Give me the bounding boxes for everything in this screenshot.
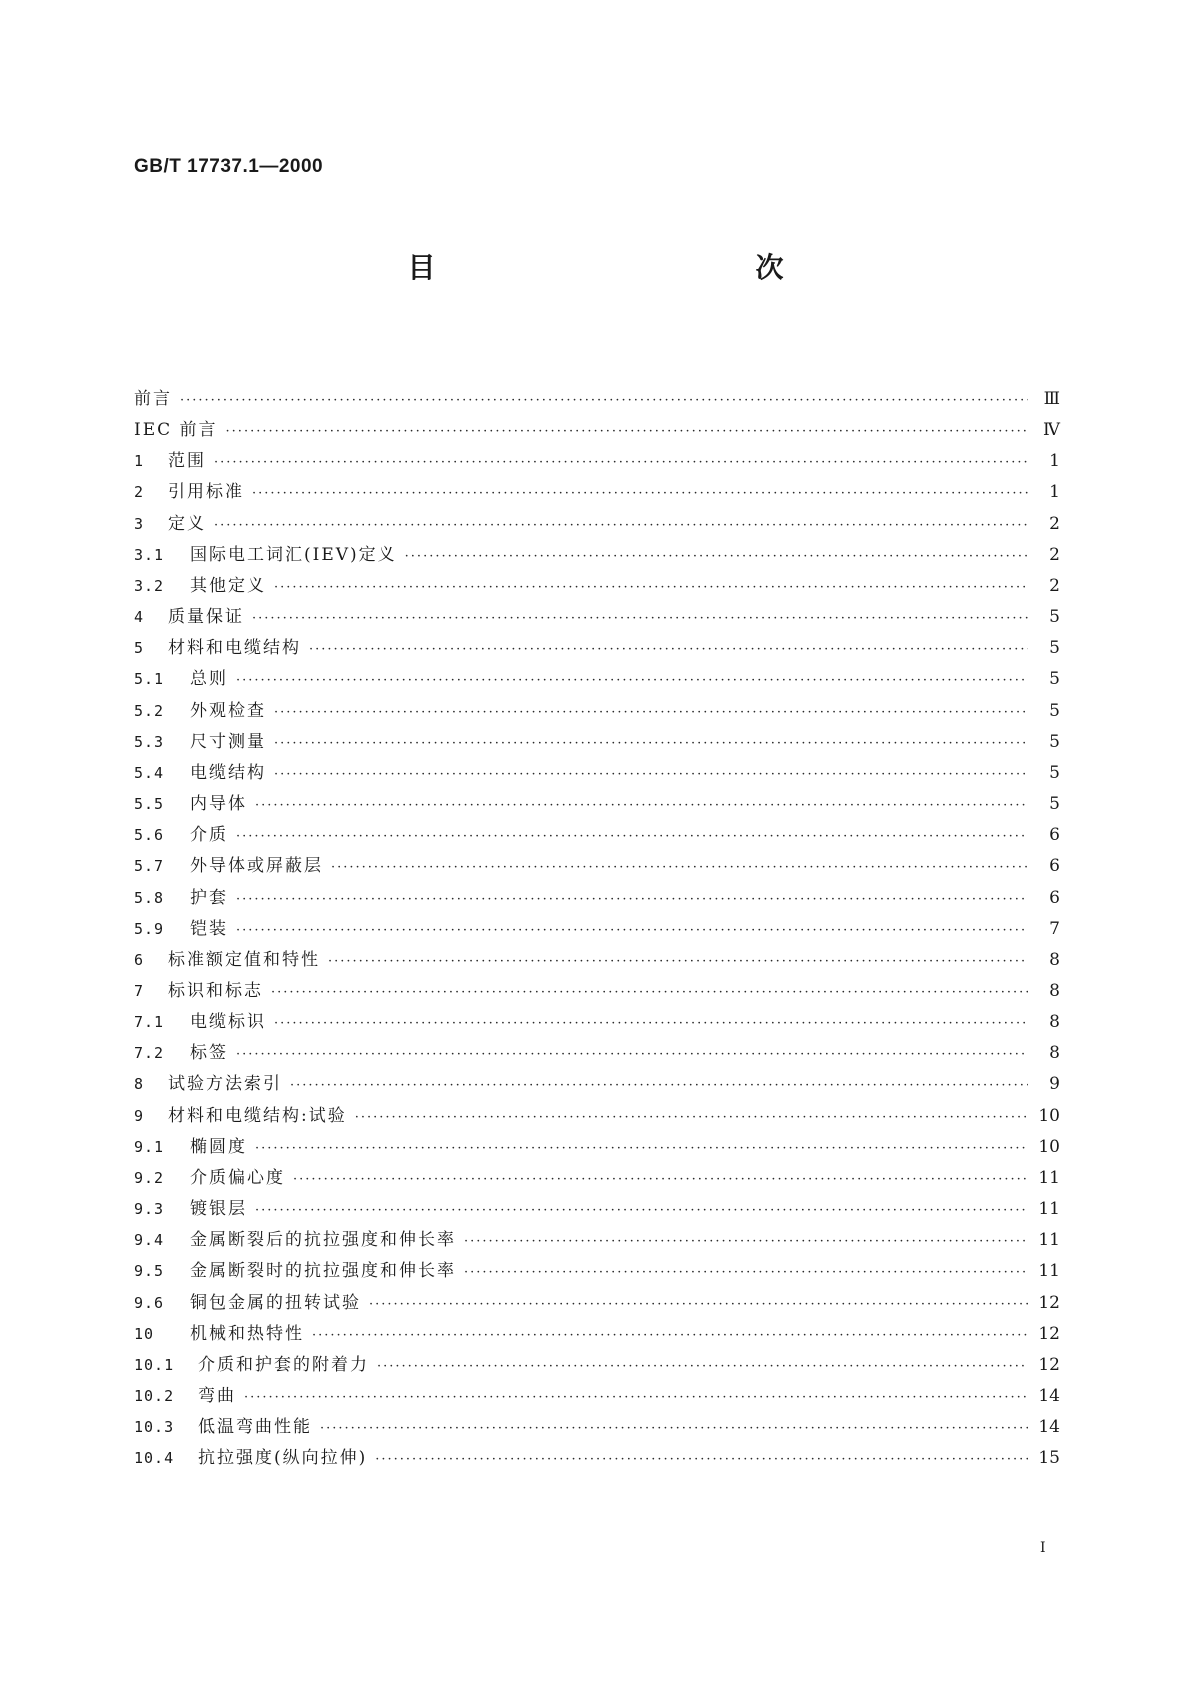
toc-entry[interactable] — [134, 633, 1060, 664]
toc-entry-title[interactable]: 护套 — [190, 887, 228, 908]
toc-entry-title[interactable]: 电缆标识 — [190, 1012, 266, 1033]
dot-leader — [377, 1351, 1028, 1382]
toc-entry[interactable] — [134, 914, 1060, 945]
dot-leader — [236, 1039, 1028, 1070]
toc-entry-title[interactable]: 机械和热特性 — [190, 1323, 304, 1344]
dot-leader — [244, 1382, 1028, 1413]
page-folio: I — [1040, 1540, 1046, 1556]
dot-leader — [375, 1444, 1028, 1475]
toc-entry-title[interactable]: 铜包金属的扭转试验 — [190, 1292, 361, 1313]
toc-entry[interactable] — [134, 1007, 1060, 1038]
toc-entry-number: 5.1 — [134, 670, 165, 689]
toc-entry-page: 14 — [1038, 1386, 1060, 1406]
toc-entry[interactable] — [134, 758, 1060, 789]
toc-entry[interactable] — [134, 1288, 1060, 1319]
toc-entry-number: 9.6 — [134, 1293, 165, 1312]
toc-entry-title[interactable]: 金属断裂后的抗拉强度和伸长率 — [190, 1230, 456, 1251]
toc-entry-page: 10 — [1038, 1136, 1060, 1157]
toc-entry[interactable] — [134, 1163, 1060, 1194]
toc-entry-page: 5 — [1049, 638, 1060, 659]
toc-entry[interactable] — [134, 1256, 1060, 1287]
dot-leader — [236, 884, 1028, 915]
dot-leader — [214, 510, 1028, 541]
standard-code: GB/T 17737.1—2000 — [134, 156, 324, 177]
toc-entry[interactable] — [134, 1132, 1060, 1163]
toc-entry-page: 2 — [1049, 513, 1060, 534]
toc-entry[interactable] — [134, 1319, 1060, 1350]
dot-leader — [464, 1257, 1028, 1288]
toc-entry-number: 5.7 — [134, 857, 165, 876]
toc-entry[interactable] — [134, 883, 1060, 914]
dot-leader — [255, 1133, 1028, 1164]
toc-entry-number: 4 — [134, 608, 145, 627]
dot-leader — [312, 1320, 1028, 1351]
toc-entry-title[interactable]: 范围 — [168, 451, 206, 472]
toc-entry-page: 8 — [1049, 980, 1060, 1001]
toc-entry-page: 2 — [1049, 544, 1060, 565]
dot-leader — [274, 728, 1028, 759]
toc-entry[interactable] — [134, 1101, 1060, 1132]
dot-leader — [331, 852, 1028, 883]
dot-leader — [274, 1008, 1028, 1039]
toc-entry-page: 6 — [1049, 887, 1060, 908]
toc-entry[interactable] — [134, 664, 1060, 695]
toc-entry[interactable] — [134, 1412, 1060, 1443]
toc-entry-title[interactable]: 内导体 — [190, 794, 247, 815]
toc-entry[interactable] — [134, 415, 1060, 446]
dot-leader — [236, 821, 1028, 852]
toc-entry-number: 10.3 — [134, 1418, 175, 1437]
dot-leader — [328, 946, 1028, 977]
toc-entry-page: 8 — [1049, 1043, 1060, 1064]
toc-entry-page: 11 — [1038, 1230, 1060, 1251]
toc-entry-title[interactable]: 质量保证 — [168, 607, 244, 628]
dot-leader — [214, 447, 1028, 478]
toc-entry-number: 9.3 — [134, 1200, 165, 1219]
toc-entry-page: 5 — [1049, 700, 1060, 721]
toc-entry-title[interactable]: 介质和护套的附着力 — [198, 1354, 369, 1375]
toc-entry-number: 5.2 — [134, 701, 165, 720]
toc-entry-title[interactable]: 尺寸测量 — [190, 731, 266, 752]
toc-entry-title[interactable]: 金属断裂时的抗拉强度和伸长率 — [190, 1261, 456, 1282]
toc-entry-page: 11 — [1038, 1167, 1060, 1188]
dot-leader — [464, 1226, 1028, 1257]
toc-entry[interactable] — [134, 1194, 1060, 1225]
dot-leader — [274, 759, 1028, 790]
toc-entry-page: 15 — [1038, 1448, 1060, 1469]
page-title: 目 次 — [407, 251, 872, 284]
toc-entry[interactable] — [134, 602, 1060, 633]
toc-entry-title[interactable]: 低温弯曲性能 — [198, 1417, 312, 1438]
toc-entry[interactable] — [134, 1069, 1060, 1100]
dot-leader — [274, 697, 1028, 728]
toc-entry-page: 2 — [1049, 575, 1060, 596]
toc-entry-title[interactable]: 引用标准 — [168, 482, 244, 503]
dot-leader — [369, 1289, 1028, 1320]
dot-leader — [405, 541, 1028, 572]
toc-entry[interactable] — [134, 945, 1060, 976]
toc-entry-number: 2 — [134, 483, 145, 502]
toc-entry-page: Ⅲ — [1043, 389, 1060, 409]
toc-entry-page: 8 — [1049, 949, 1060, 970]
toc-entry-title[interactable]: 标签 — [190, 1043, 228, 1064]
toc-entry-page: 14 — [1038, 1417, 1060, 1438]
toc-entry[interactable] — [134, 509, 1060, 540]
toc-entry[interactable] — [134, 696, 1060, 727]
toc-entry-page: Ⅳ — [1043, 420, 1060, 441]
toc-entry-title[interactable]: 国际电工词汇(IEV)定义 — [190, 544, 397, 565]
toc-entry-title[interactable]: 铠装 — [190, 918, 228, 939]
toc-entry-number: 10.4 — [134, 1449, 175, 1468]
toc-entry-number: 10 — [134, 1324, 155, 1343]
toc-entry-number: 5.5 — [134, 795, 165, 814]
toc-entry[interactable] — [134, 571, 1060, 602]
toc-entry-title[interactable]: 镀银层 — [190, 1199, 247, 1220]
toc-entry[interactable] — [134, 1038, 1060, 1069]
toc-entry[interactable] — [134, 727, 1060, 758]
toc-entry-title[interactable]: 标识和标志 — [168, 980, 263, 1001]
dot-leader — [271, 977, 1028, 1008]
toc-entry-title[interactable]: 材料和电缆结构:试验 — [168, 1105, 347, 1126]
toc-entry-title[interactable]: 材料和电缆结构 — [168, 638, 301, 659]
toc-entry-number: 5.8 — [134, 888, 165, 907]
toc-entry[interactable] — [134, 1443, 1060, 1474]
dot-leader — [252, 603, 1028, 634]
dot-leader — [236, 915, 1028, 946]
toc-entry-number: 9.5 — [134, 1262, 165, 1281]
toc-entry[interactable] — [134, 789, 1060, 820]
dot-leader — [320, 1413, 1028, 1444]
toc-entry-number: 5.9 — [134, 919, 165, 938]
toc-entry-number: 3.1 — [134, 545, 165, 564]
toc-entry-number: 9.1 — [134, 1137, 165, 1156]
toc-entry-number: 1 — [134, 452, 145, 471]
toc-entry-title[interactable]: 电缆结构 — [190, 762, 266, 783]
toc-entry-number: 9.2 — [134, 1168, 165, 1187]
toc-entry-number: 9.4 — [134, 1231, 165, 1250]
toc-entry-title[interactable]: 弯曲 — [198, 1386, 236, 1406]
toc-entry[interactable] — [134, 1381, 1060, 1412]
dot-leader — [290, 1070, 1028, 1101]
toc-entry-page: 12 — [1038, 1323, 1060, 1344]
dot-leader — [293, 1164, 1028, 1195]
toc-entry-number: 6 — [134, 950, 145, 969]
toc-entry-page: 5 — [1049, 607, 1060, 628]
toc-entry-number: 5 — [134, 639, 145, 658]
toc-entry-page: 5 — [1049, 762, 1060, 783]
toc-entry[interactable] — [134, 851, 1060, 882]
toc-entry-page: 10 — [1038, 1105, 1060, 1126]
toc-entry[interactable] — [134, 446, 1060, 477]
toc-entry-number: 5.4 — [134, 763, 165, 782]
toc-entry-title[interactable]: 介质 — [190, 825, 228, 846]
toc-entry[interactable] — [134, 1350, 1060, 1381]
toc-entry-number: 7 — [134, 981, 145, 1000]
toc-entry[interactable] — [134, 384, 1060, 415]
toc-entry-number: 7.2 — [134, 1044, 165, 1063]
toc-entry-title[interactable]: 抗拉强度(纵向拉伸) — [198, 1448, 368, 1469]
toc-entry[interactable] — [134, 820, 1060, 851]
toc-entry-page: 7 — [1049, 918, 1060, 939]
toc-entry-title[interactable]: 椭圆度 — [190, 1136, 247, 1157]
toc-entry-page: 9 — [1049, 1074, 1060, 1095]
toc-entry-number: 5.3 — [134, 732, 165, 751]
toc-entry-title[interactable]: 外观检查 — [190, 700, 266, 721]
dot-leader — [255, 790, 1028, 821]
toc-entry-title[interactable]: 外导体或屏蔽层 — [190, 856, 323, 877]
toc-entry-title[interactable]: 标准额定值和特性 — [168, 949, 320, 970]
toc-entry-title[interactable]: 试验方法索引 — [168, 1074, 282, 1095]
toc-entry-title[interactable]: IEC 前言 — [134, 420, 218, 441]
toc-entry-page: 1 — [1049, 451, 1060, 472]
toc-entry[interactable] — [134, 1225, 1060, 1256]
toc-entry-page: 12 — [1038, 1292, 1060, 1313]
toc-entry-title[interactable]: 前言 — [134, 389, 172, 409]
toc-entry-page: 6 — [1049, 856, 1060, 877]
toc-entry-number: 8 — [134, 1075, 145, 1094]
dot-leader — [180, 385, 1028, 416]
toc-entry-page: 11 — [1038, 1261, 1060, 1282]
toc-entry-number: 10.1 — [134, 1355, 175, 1374]
toc-entry-number: 3.2 — [134, 576, 165, 595]
toc-entry-title[interactable]: 总则 — [190, 669, 228, 690]
toc-entry-number: 5.6 — [134, 826, 165, 845]
toc-entry-number: 10.2 — [134, 1387, 175, 1405]
toc-entry-title[interactable]: 其他定义 — [190, 575, 266, 596]
toc-entry-page: 5 — [1049, 794, 1060, 815]
toc-entry-page: 8 — [1049, 1012, 1060, 1033]
toc-entry[interactable] — [134, 540, 1060, 571]
toc-entry-page: 5 — [1049, 731, 1060, 752]
toc-entry[interactable] — [134, 976, 1060, 1007]
toc-entry[interactable] — [134, 477, 1060, 508]
dot-leader — [252, 478, 1028, 509]
dot-leader — [355, 1102, 1028, 1133]
dot-leader — [309, 634, 1028, 665]
toc-entry-number: 9 — [134, 1106, 145, 1125]
toc-entry-number: 7.1 — [134, 1013, 165, 1032]
toc-entry-page: 11 — [1038, 1199, 1060, 1220]
dot-leader — [226, 416, 1028, 447]
toc-entry-page: 1 — [1049, 482, 1060, 503]
toc-entry-title[interactable]: 定义 — [168, 513, 206, 534]
dot-leader — [236, 665, 1028, 696]
table-of-contents — [134, 384, 1060, 1474]
dot-leader — [255, 1195, 1028, 1226]
toc-entry-page: 12 — [1038, 1354, 1060, 1375]
toc-entry-number: 3 — [134, 514, 145, 533]
toc-entry-title[interactable]: 介质偏心度 — [190, 1167, 285, 1188]
toc-entry-page: 6 — [1049, 825, 1060, 846]
dot-leader — [274, 572, 1028, 603]
toc-entry-page: 5 — [1049, 669, 1060, 690]
